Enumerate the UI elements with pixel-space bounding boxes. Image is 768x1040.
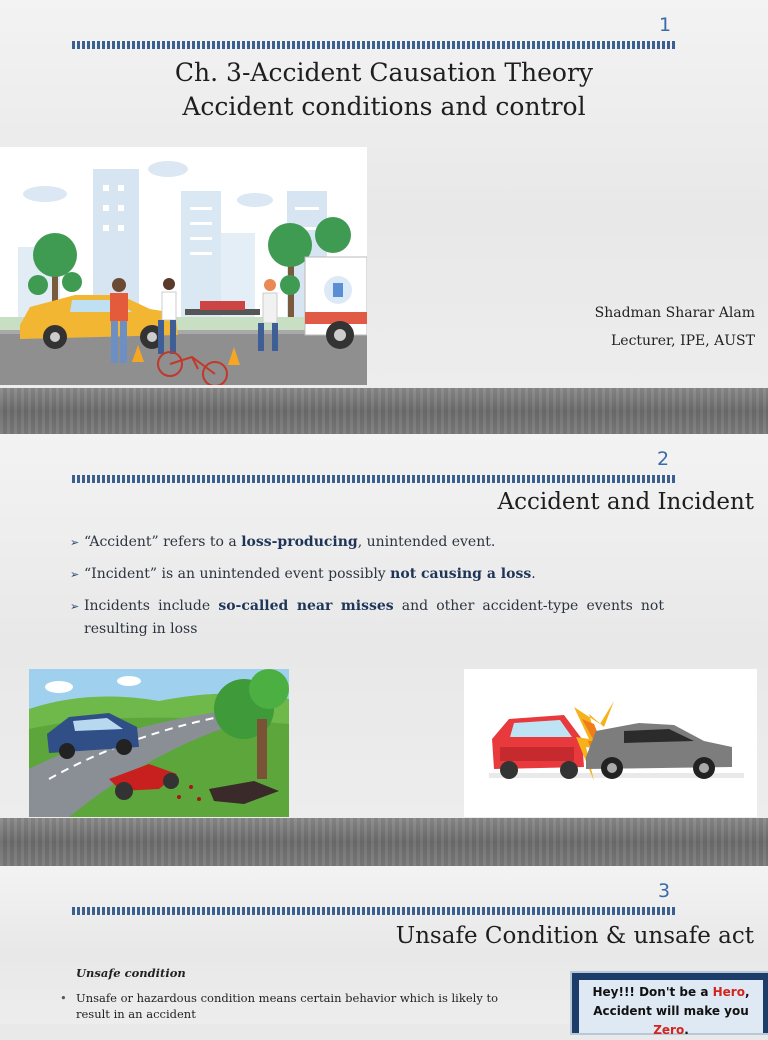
bullet-item: ➢ “Incident” is an unintended event possibly not causing a loss.	[72, 563, 664, 586]
city-accident-svg	[0, 147, 367, 385]
slide-title: Accident and Incident	[497, 489, 754, 515]
slide-title: Unsafe Condition & unsafe act	[395, 923, 754, 949]
car-collision-svg	[464, 669, 757, 817]
author-role: Lecturer, IPE, AUST	[610, 333, 755, 349]
dashed-rule	[72, 475, 676, 483]
bullet-list	[72, 531, 664, 650]
dashed-rule	[72, 907, 676, 915]
city-accident-illustration	[0, 147, 367, 385]
bullet-item: ➢ “Accident” refers to a loss-producing, unintended event.	[72, 531, 664, 554]
slide-number: 3	[658, 880, 671, 902]
slide-divider-band	[0, 818, 768, 866]
author-block	[595, 299, 755, 355]
dashed-rule	[72, 41, 676, 49]
slide-2	[0, 434, 768, 818]
slide-1	[0, 0, 768, 388]
slide-title-line-1: Ch. 3-Accident Causation Theory	[174, 58, 594, 87]
bullet-item: • Unsafe or hazardous condition means certain behavior which is likely to result in an accident	[62, 990, 512, 1022]
bullet-item: ➢ Incidents include so-called near misses and other accident-type events not resulting in loss	[72, 595, 664, 641]
safety-sign-text	[579, 980, 763, 1037]
road-crash-svg	[29, 669, 289, 817]
sign-line-2: Accident will make you Zero.	[593, 1004, 749, 1037]
slide-number: 2	[657, 448, 670, 470]
car-collision-illustration	[464, 669, 757, 817]
slide-number: 1	[659, 14, 672, 36]
sign-line-1: Hey!!! Don't be a Hero,	[592, 985, 750, 999]
slide-divider-band	[0, 388, 768, 434]
road-crash-illustration	[29, 669, 289, 817]
subheading: Unsafe condition	[76, 966, 186, 980]
author-name: Shadman Sharar Alam	[594, 305, 755, 321]
safety-sign	[570, 971, 768, 1035]
slide-title-line-2: Accident conditions and control	[182, 92, 586, 121]
